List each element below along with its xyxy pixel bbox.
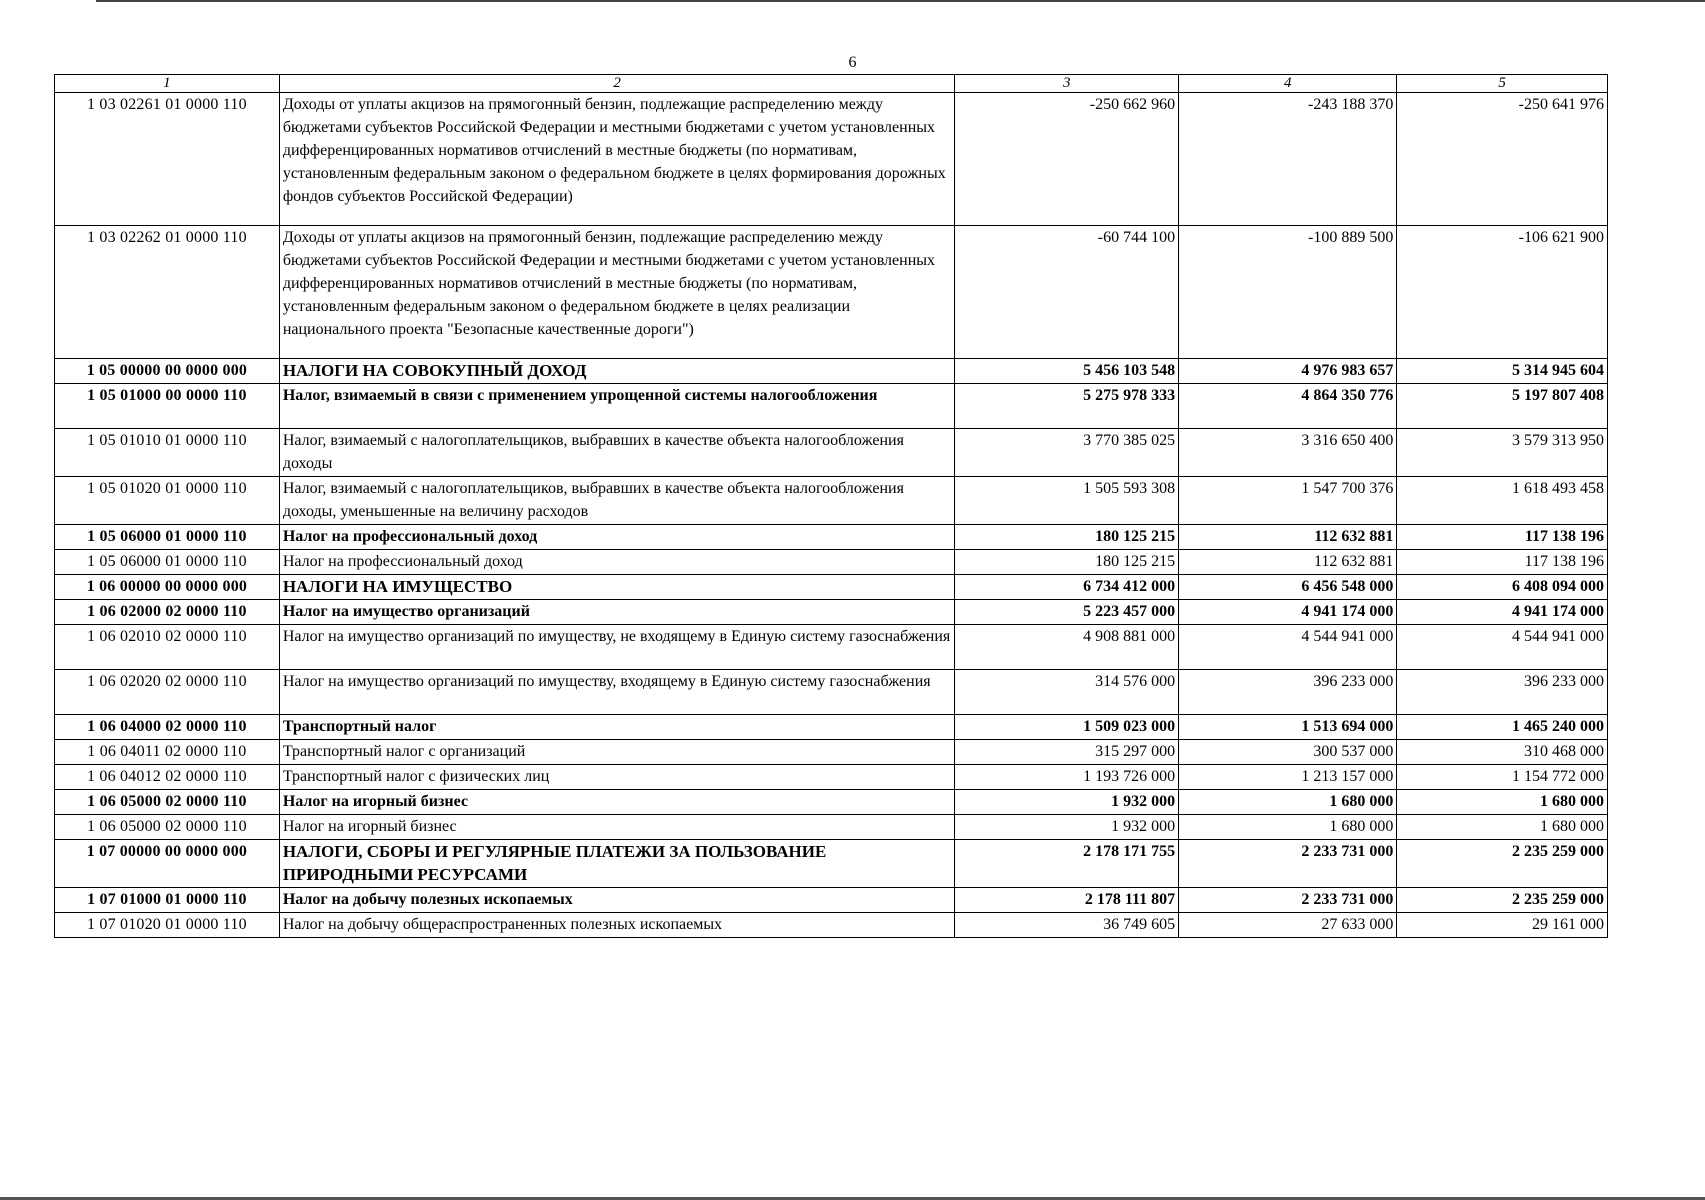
amount-col-4-cell: 6 456 548 000 (1179, 575, 1397, 600)
amount-col-5-cell: 6 408 094 000 (1397, 575, 1608, 600)
amount-col-3-cell: -250 662 960 (955, 93, 1179, 226)
table-row (55, 790, 1608, 815)
amount-col-3-cell: 6 734 412 000 (955, 575, 1179, 600)
amount-col-4-cell: 1 213 157 000 (1179, 765, 1397, 790)
amount-col-3-cell: 3 770 385 025 (955, 429, 1179, 477)
budget-code-cell: 1 03 02261 01 0000 110 (55, 93, 280, 226)
header-col-5: 5 (1397, 75, 1608, 93)
amount-col-3-cell: -60 744 100 (955, 226, 1179, 359)
scan-edge-top (96, 0, 1705, 2)
table-row (55, 226, 1608, 359)
revenue-name-cell: Налог на имущество организаций по имуществу, не входящему в Единую систему газоснабжения (279, 625, 955, 670)
budget-code-cell: 1 05 01010 01 0000 110 (55, 429, 280, 477)
revenue-name-cell: Налог на имущество организаций по имуществу, входящему в Единую систему газоснабжения (279, 670, 955, 715)
amount-col-5-cell: -106 621 900 (1397, 226, 1608, 359)
revenue-name-cell: Налог, взимаемый с налогоплательщиков, выбравших в качестве объекта налогообложения доходы (279, 429, 955, 477)
table-row (55, 477, 1608, 525)
table-row (55, 840, 1608, 888)
revenue-name-cell: Доходы от уплаты акцизов на прямогонный бензин, подлежащие распределению между бюджетами субъектов Российской Федерации и местными бюджетами с учетом установленных дифференцированных нормативов отчислений в местные бюджеты (по нормативам, установленным федеральным законом о федеральном бюджете в целях реализации национального проекта "Безопасные качественные дороги") (279, 226, 955, 359)
amount-col-4-cell: -100 889 500 (1179, 226, 1397, 359)
budget-code-cell: 1 05 01020 01 0000 110 (55, 477, 280, 525)
amount-col-4-cell: 4 941 174 000 (1179, 600, 1397, 625)
revenue-name-cell: Доходы от уплаты акцизов на прямогонный бензин, подлежащие распределению между бюджетами субъектов Российской Федерации и местными бюджетами с учетом установленных дифференцированных нормативов отчислений в местные бюджеты (по нормативам, установленным федеральным законом о федеральном бюджете в целях формирования дорожных фондов субъектов Российской Федерации) (279, 93, 955, 226)
header-col-2: 2 (279, 75, 955, 93)
amount-col-5-cell: 2 235 259 000 (1397, 888, 1608, 913)
revenue-name-cell: Налог, взимаемый в связи с применением упрощенной системы налогообложения (279, 384, 955, 429)
budget-code-cell: 1 06 02020 02 0000 110 (55, 670, 280, 715)
amount-col-4-cell: 3 316 650 400 (1179, 429, 1397, 477)
amount-col-3-cell: 36 749 605 (955, 913, 1179, 938)
amount-col-3-cell: 1 193 726 000 (955, 765, 1179, 790)
amount-col-5-cell: 5 197 807 408 (1397, 384, 1608, 429)
amount-col-4-cell: 4 864 350 776 (1179, 384, 1397, 429)
amount-col-4-cell: 4 976 983 657 (1179, 359, 1397, 384)
revenue-name-cell: Транспортный налог с физических лиц (279, 765, 955, 790)
amount-col-5-cell: 1 680 000 (1397, 815, 1608, 840)
budget-code-cell: 1 03 02262 01 0000 110 (55, 226, 280, 359)
amount-col-4-cell: 1 680 000 (1179, 815, 1397, 840)
amount-col-5-cell: 1 618 493 458 (1397, 477, 1608, 525)
budget-code-cell: 1 06 05000 02 0000 110 (55, 815, 280, 840)
amount-col-4-cell: 4 544 941 000 (1179, 625, 1397, 670)
amount-col-4-cell: 1 680 000 (1179, 790, 1397, 815)
amount-col-4-cell: 300 537 000 (1179, 740, 1397, 765)
amount-col-3-cell: 1 505 593 308 (955, 477, 1179, 525)
amount-col-4-cell: 1 513 694 000 (1179, 715, 1397, 740)
revenue-name-cell: Транспортный налог (279, 715, 955, 740)
table-row (55, 600, 1608, 625)
amount-col-3-cell: 2 178 171 755 (955, 840, 1179, 888)
amount-col-4-cell: 2 233 731 000 (1179, 888, 1397, 913)
amount-col-3-cell: 5 223 457 000 (955, 600, 1179, 625)
table-header-row (55, 75, 1608, 93)
table-row (55, 525, 1608, 550)
table-body (55, 93, 1608, 938)
amount-col-5-cell: -250 641 976 (1397, 93, 1608, 226)
table-row (55, 429, 1608, 477)
amount-col-5-cell: 1 154 772 000 (1397, 765, 1608, 790)
amount-col-5-cell: 2 235 259 000 (1397, 840, 1608, 888)
amount-col-3-cell: 1 509 023 000 (955, 715, 1179, 740)
amount-col-4-cell: 2 233 731 000 (1179, 840, 1397, 888)
amount-col-3-cell: 1 932 000 (955, 790, 1179, 815)
budget-revenue-table (54, 74, 1608, 938)
budget-code-cell: 1 07 00000 00 0000 000 (55, 840, 280, 888)
budget-code-cell: 1 06 00000 00 0000 000 (55, 575, 280, 600)
page-number: 6 (848, 54, 857, 71)
amount-col-3-cell: 315 297 000 (955, 740, 1179, 765)
amount-col-3-cell: 1 932 000 (955, 815, 1179, 840)
amount-col-5-cell: 3 579 313 950 (1397, 429, 1608, 477)
table-row (55, 765, 1608, 790)
amount-col-4-cell: 396 233 000 (1179, 670, 1397, 715)
table-row (55, 913, 1608, 938)
amount-col-4-cell: 112 632 881 (1179, 525, 1397, 550)
budget-code-cell: 1 06 02010 02 0000 110 (55, 625, 280, 670)
amount-col-5-cell: 5 314 945 604 (1397, 359, 1608, 384)
amount-col-5-cell: 117 138 196 (1397, 550, 1608, 575)
amount-col-3-cell: 314 576 000 (955, 670, 1179, 715)
revenue-name-cell: НАЛОГИ, СБОРЫ И РЕГУЛЯРНЫЕ ПЛАТЕЖИ ЗА ПОЛЬЗОВАНИЕ ПРИРОДНЫМИ РЕСУРСАМИ (279, 840, 955, 888)
budget-code-cell: 1 06 04000 02 0000 110 (55, 715, 280, 740)
amount-col-5-cell: 4 941 174 000 (1397, 600, 1608, 625)
table-row (55, 550, 1608, 575)
table-row (55, 715, 1608, 740)
amount-col-5-cell: 1 680 000 (1397, 790, 1608, 815)
amount-col-5-cell: 396 233 000 (1397, 670, 1608, 715)
budget-code-cell: 1 07 01020 01 0000 110 (55, 913, 280, 938)
amount-col-4-cell: 112 632 881 (1179, 550, 1397, 575)
amount-col-3-cell: 5 275 978 333 (955, 384, 1179, 429)
table-row (55, 384, 1608, 429)
amount-col-3-cell: 4 908 881 000 (955, 625, 1179, 670)
revenue-name-cell: Налог на добычу полезных ископаемых (279, 888, 955, 913)
budget-code-cell: 1 07 01000 01 0000 110 (55, 888, 280, 913)
amount-col-5-cell: 1 465 240 000 (1397, 715, 1608, 740)
budget-code-cell: 1 06 05000 02 0000 110 (55, 790, 280, 815)
budget-code-cell: 1 06 04012 02 0000 110 (55, 765, 280, 790)
amount-col-4-cell: -243 188 370 (1179, 93, 1397, 226)
header-col-3: 3 (955, 75, 1179, 93)
table-row (55, 670, 1608, 715)
revenue-name-cell: Налог на игорный бизнес (279, 815, 955, 840)
revenue-name-cell: Налог на профессиональный доход (279, 550, 955, 575)
revenue-name-cell: НАЛОГИ НА СОВОКУПНЫЙ ДОХОД (279, 359, 955, 384)
amount-col-5-cell: 29 161 000 (1397, 913, 1608, 938)
table-row (55, 93, 1608, 226)
amount-col-5-cell: 4 544 941 000 (1397, 625, 1608, 670)
amount-col-4-cell: 27 633 000 (1179, 913, 1397, 938)
budget-code-cell: 1 05 01000 00 0000 110 (55, 384, 280, 429)
revenue-name-cell: Транспортный налог с организаций (279, 740, 955, 765)
table-row (55, 625, 1608, 670)
revenue-name-cell: Налог на игорный бизнес (279, 790, 955, 815)
amount-col-4-cell: 1 547 700 376 (1179, 477, 1397, 525)
table-row (55, 740, 1608, 765)
header-col-1: 1 (55, 75, 280, 93)
header-col-4: 4 (1179, 75, 1397, 93)
table-row (55, 359, 1608, 384)
table-row (55, 888, 1608, 913)
revenue-name-cell: Налог на профессиональный доход (279, 525, 955, 550)
amount-col-3-cell: 180 125 215 (955, 550, 1179, 575)
amount-col-3-cell: 5 456 103 548 (955, 359, 1179, 384)
amount-col-5-cell: 117 138 196 (1397, 525, 1608, 550)
revenue-name-cell: Налог на добычу общераспространенных полезных ископаемых (279, 913, 955, 938)
amount-col-3-cell: 2 178 111 807 (955, 888, 1179, 913)
budget-code-cell: 1 05 06000 01 0000 110 (55, 525, 280, 550)
budget-code-cell: 1 06 02000 02 0000 110 (55, 600, 280, 625)
table-row (55, 815, 1608, 840)
table-row (55, 575, 1608, 600)
revenue-name-cell: НАЛОГИ НА ИМУЩЕСТВО (279, 575, 955, 600)
revenue-name-cell: Налог на имущество организаций (279, 600, 955, 625)
budget-code-cell: 1 05 06000 01 0000 110 (55, 550, 280, 575)
budget-code-cell: 1 05 00000 00 0000 000 (55, 359, 280, 384)
budget-code-cell: 1 06 04011 02 0000 110 (55, 740, 280, 765)
amount-col-3-cell: 180 125 215 (955, 525, 1179, 550)
amount-col-5-cell: 310 468 000 (1397, 740, 1608, 765)
revenue-name-cell: Налог, взимаемый с налогоплательщиков, выбравших в качестве объекта налогообложения доходы, уменьшенные на величину расходов (279, 477, 955, 525)
